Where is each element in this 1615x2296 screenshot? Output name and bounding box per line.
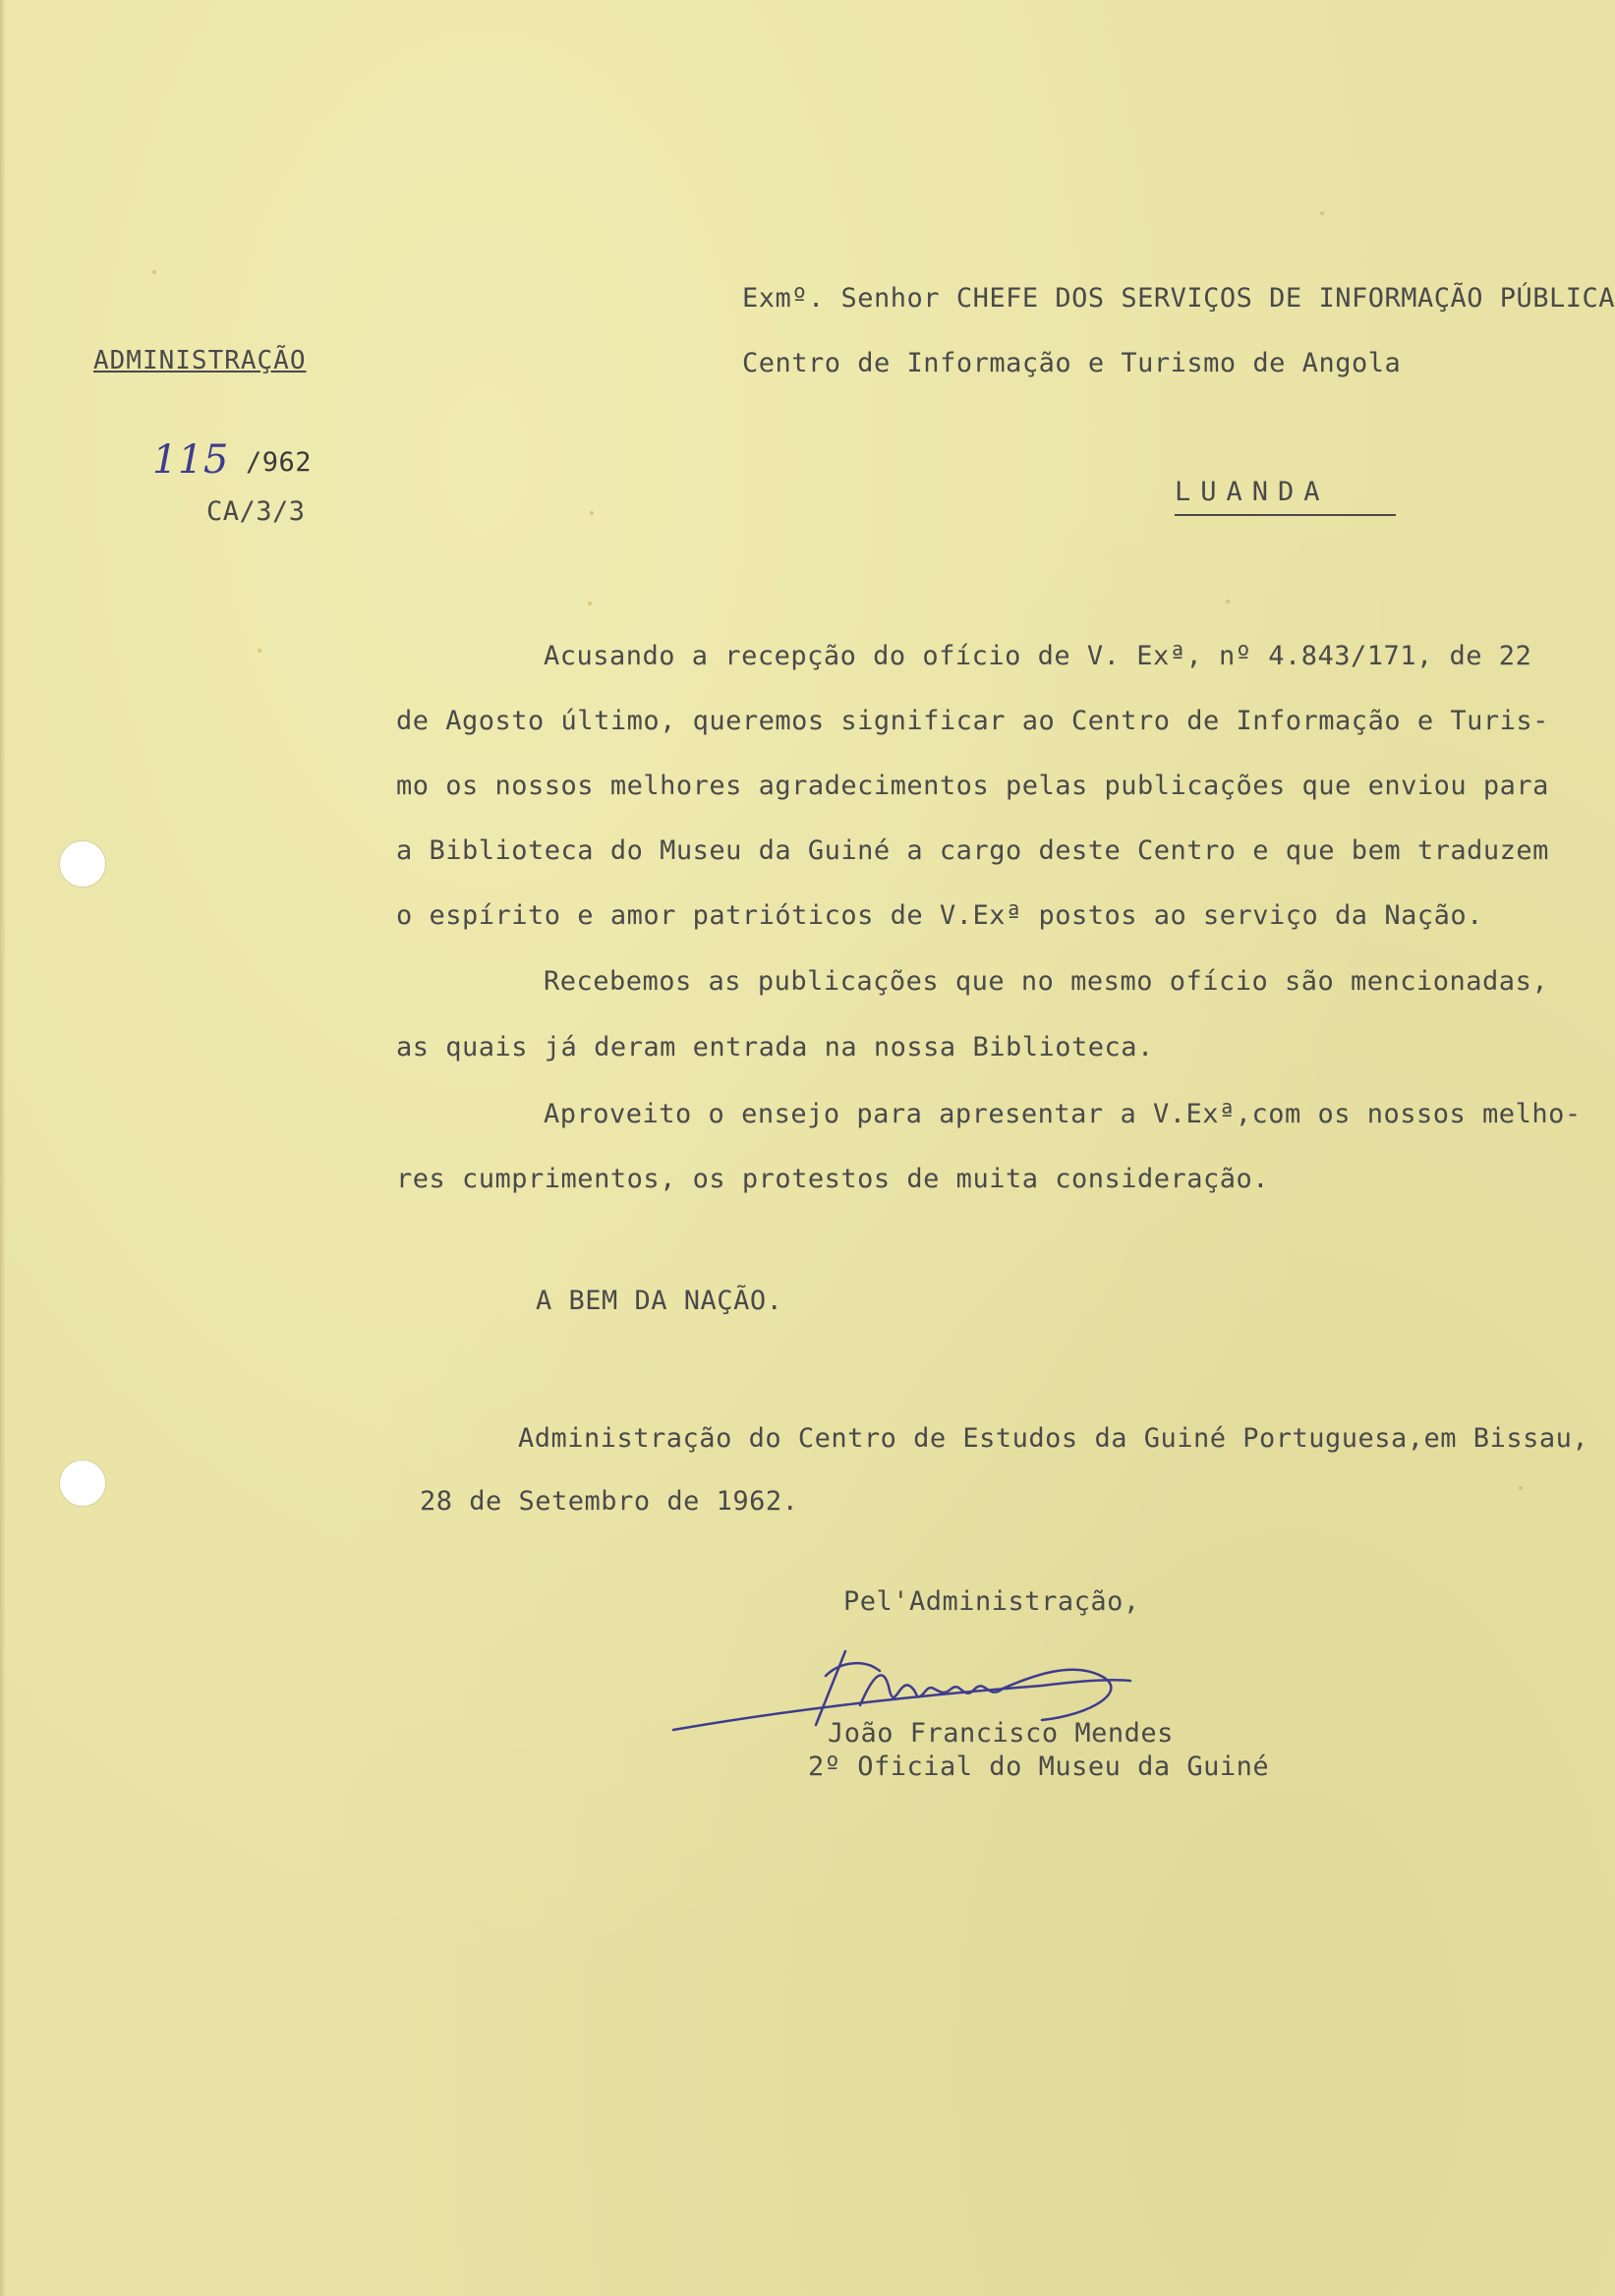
paragraph2-line: Recebemos as publicações que no mesmo ofício são mencionadas, — [544, 966, 1549, 997]
signature-for: Pel'Administração, — [843, 1586, 1140, 1617]
reference-code: CA/3/3 — [206, 496, 306, 527]
signatory-title: 2º Oficial do Museu da Guiné — [808, 1751, 1270, 1782]
addressee-line-1: Exmº. Senhor CHEFE DOS SERVIÇOS DE INFORMAÇÃO PÚBLICA — [742, 283, 1615, 314]
paragraph1-line: o espírito e amor patrióticos de V.Exª postos ao serviço da Nação. — [396, 900, 1483, 931]
paragraph2-line: as quais já deram entrada na nossa Biblioteca. — [396, 1032, 1154, 1062]
signatory-name: João Francisco Mendes — [828, 1718, 1174, 1749]
paragraph3-line: Aproveito o ensejo para apresentar a V.Exª,com os nossos melho- — [544, 1099, 1582, 1129]
reference-number-handwritten: 115 — [152, 437, 229, 483]
addressee-city: LUANDA — [1175, 477, 1330, 507]
closing-formula: A BEM DA NAÇÃO. — [536, 1286, 783, 1316]
date-line: 28 de Setembro de 1962. — [420, 1486, 799, 1517]
paragraph1-line: a Biblioteca do Museu da Guiné a cargo deste Centro e que bem traduzem — [396, 835, 1549, 866]
paper-edge — [0, 0, 6, 2296]
paragraph1-line: mo os nossos melhores agradecimentos pelas publicações que enviou para — [396, 771, 1549, 801]
paragraph1-line: de Agosto último, queremos significar ao Centro de Informação e Turis- — [396, 706, 1549, 736]
city-underline — [1175, 514, 1396, 516]
reference-year: /962 — [246, 447, 313, 478]
punch-hole-top — [59, 840, 106, 888]
department-heading: ADMINISTRAÇÃO — [93, 346, 307, 375]
paragraph3-line: res cumprimentos, os protestos de muita consideração. — [396, 1164, 1270, 1194]
punch-hole-bottom — [59, 1460, 106, 1507]
paragraph1-line: Acusando a recepção do ofício de V. Exª, nº 4.843/171, de 22 — [544, 641, 1532, 671]
place-line: Administração do Centro de Estudos da Guiné Portuguesa,em Bissau, — [518, 1423, 1589, 1454]
addressee-line-2: Centro de Informação e Turismo de Angola — [742, 348, 1402, 378]
